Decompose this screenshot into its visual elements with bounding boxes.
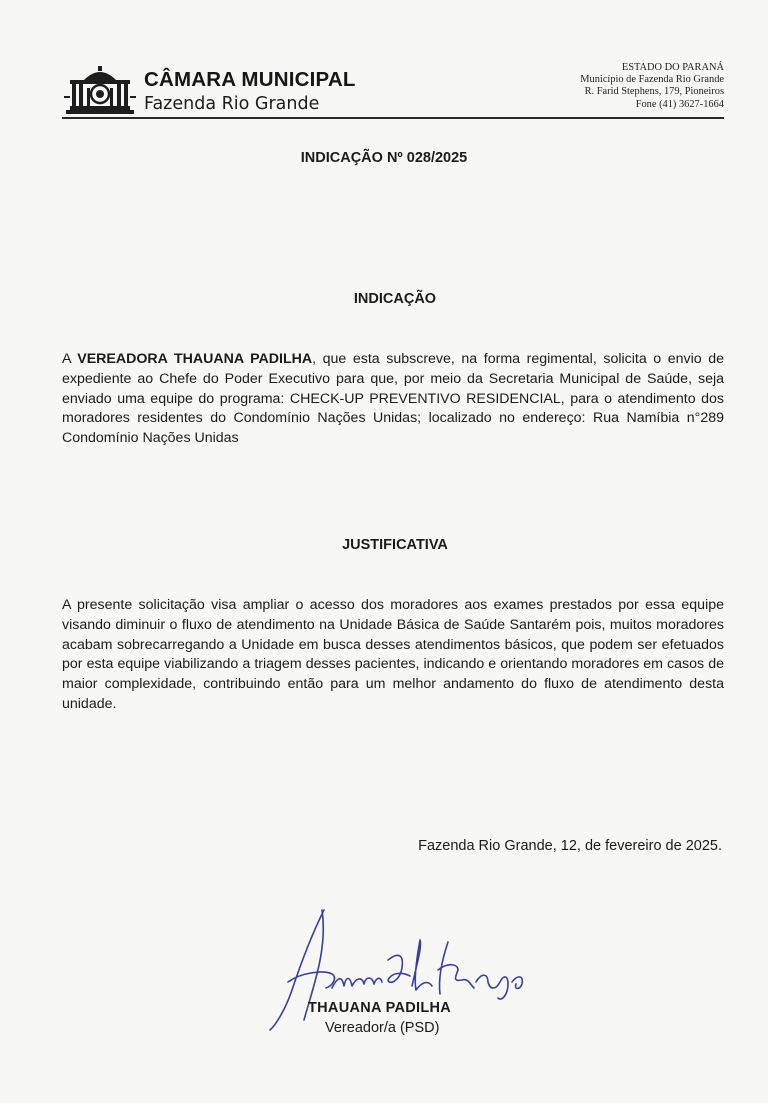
state-line: ESTADO DO PARANÁ xyxy=(621,62,724,73)
indicacao-paragraph xyxy=(62,350,724,449)
justificativa-heading: JUSTIFICATIVA xyxy=(342,537,448,553)
indicacao-heading: INDICAÇÃO xyxy=(353,291,437,307)
address-line: R. Farid Stephens, 179, Pioneiros xyxy=(584,86,724,98)
document-number: INDICAÇÃO Nº 028/2025 xyxy=(300,150,468,166)
justificativa-paragraph: A presente solicitação visa ampliar o acesso dos moradores aos exames prestados por essa equipe visando diminuir o fluxo de atendimento na Unidade Básica de Saúde Santarém pois, muitos moradores acabam sobrecarregando a Unidade em busca desses atendimentos básicos, que podem ser efetuados por esta equipe viabilizando a triagem desses pacientes, indicando e orientando moradores em casos de maior complexidade, contribuindo então para um melhor andamento do fluxo de atendimento desta unidade. xyxy=(62,597,724,712)
councilor-name: VEREADORA THAUANA PADILHA xyxy=(77,351,313,367)
indicacao-body: , que esta subscreve, na forma regimental, solicita o envio de expediente ao Chefe do Poder Executivo para que, por meio da Secretaria Municipal de Saúde, seja enviado uma equipe do programa: CHECK-UP PREVENTIVO RESIDENCIAL, para o atendimento dos moradores residentes do Condomínio Nações Unidas; localizado no endereço: Rua Namíbia n°289 Condomínio Nações Unidas xyxy=(62,351,724,447)
institution-info xyxy=(580,62,724,111)
date-line: Fazenda Rio Grande, 12, de fevereiro de 2025. xyxy=(418,838,722,854)
municipality-line: Município de Fazenda Rio Grande xyxy=(580,74,724,86)
chamber-logo-icon xyxy=(64,66,136,118)
signer-role: Vereador/a (PSD) xyxy=(325,1020,440,1036)
signer-name: THAUANA PADILHA xyxy=(308,1000,452,1016)
indicacao-prefix: A xyxy=(62,351,78,367)
brand-title: CÂMARA MUNICIPAL xyxy=(144,68,356,91)
header-divider xyxy=(62,117,724,119)
phone-line: Fone (41) 3627-1664 xyxy=(635,98,724,110)
brand-block xyxy=(144,68,356,115)
brand-subtitle: Fazenda Rio Grande xyxy=(144,94,320,114)
handwritten-signature xyxy=(262,890,542,1040)
